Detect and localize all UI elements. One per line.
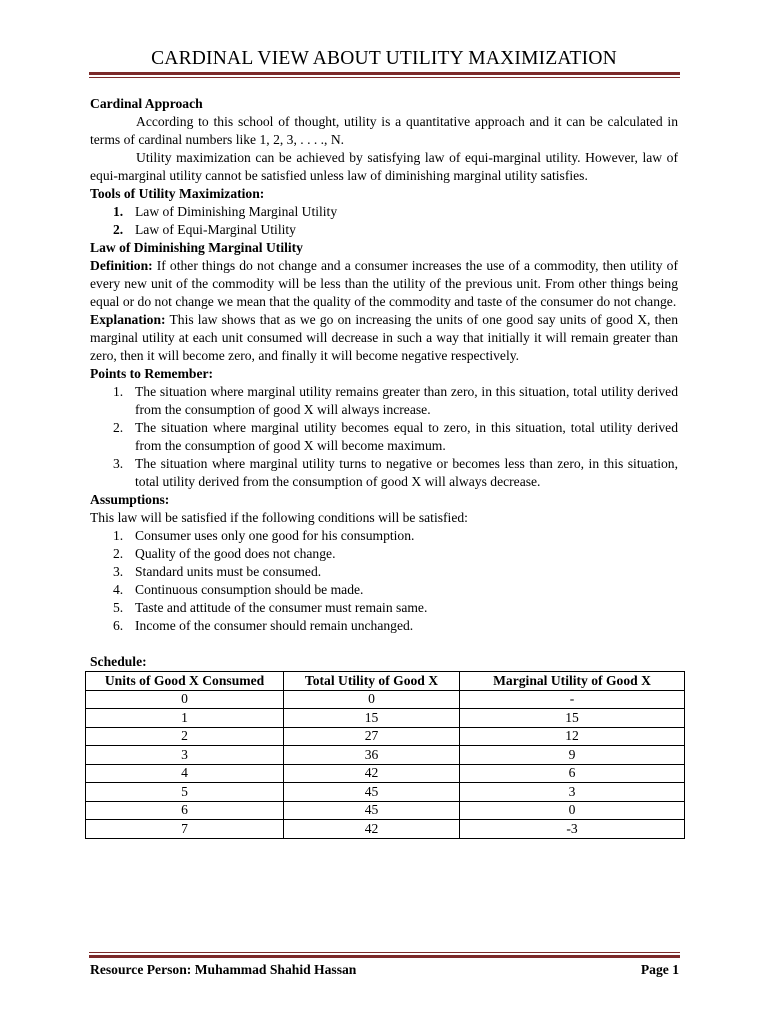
column-header: Total Utility of Good X: [284, 672, 460, 691]
footer-rule-thin: [89, 952, 680, 953]
points-list: [90, 383, 678, 491]
list-number: 1.: [113, 384, 124, 399]
schedule-heading: Schedule:: [90, 654, 147, 669]
table-cell: 15: [284, 709, 460, 728]
table-cell: 0: [460, 801, 685, 820]
table-cell: 5: [86, 783, 284, 802]
column-header: Marginal Utility of Good X: [460, 672, 685, 691]
list-item: [90, 383, 678, 419]
list-text: Law of Equi-Marginal Utility: [135, 222, 296, 237]
list-item: [90, 203, 678, 221]
table-row: [86, 690, 685, 709]
page-number: Page 1: [640, 962, 679, 977]
assumptions-list: [90, 527, 678, 635]
tools-list: [90, 203, 678, 239]
list-text: Quality of the good does not change.: [135, 546, 336, 561]
assumptions-intro: This law will be satisfied if the following conditions will be satisfied:: [90, 510, 468, 525]
table-cell: 12: [460, 727, 685, 746]
list-item: [90, 527, 678, 545]
list-item: [90, 455, 678, 491]
document-body: [90, 95, 678, 839]
list-item: [90, 617, 678, 635]
table-cell: 3: [460, 783, 685, 802]
list-number: 6.: [113, 618, 124, 633]
table-cell: 42: [284, 764, 460, 783]
list-item: [90, 581, 678, 599]
cardinal-approach-heading: Cardinal Approach: [90, 96, 203, 111]
list-text: Income of the consumer should remain unchanged.: [135, 618, 414, 633]
table-header-row: [86, 672, 685, 691]
table-row: [86, 783, 685, 802]
table-cell: -3: [460, 820, 685, 839]
table-row: [86, 746, 685, 765]
definition-label: Definition:: [90, 258, 153, 273]
list-number: 3.: [113, 456, 124, 471]
list-number: 2.: [113, 222, 124, 237]
list-text: The situation where marginal utility turns to negative or becomes less than zero, in this situation, total utility derived from the consumption of good X will always decrease.: [135, 456, 678, 489]
cardinal-paragraph-2: Utility maximization can be achieved by satisfying law of equi-marginal utility. However, law of equi-marginal utility cannot be satisfied unless law of diminishing marginal utility satisfies.: [90, 150, 678, 183]
list-number: 1.: [113, 528, 124, 543]
table-cell: -: [460, 690, 685, 709]
table-cell: 0: [284, 690, 460, 709]
column-header: Units of Good X Consumed: [86, 672, 284, 691]
list-text: Consumer uses only one good for his consumption.: [135, 528, 415, 543]
table-row: [86, 764, 685, 783]
list-number: 4.: [113, 582, 124, 597]
table-cell: 6: [86, 801, 284, 820]
list-text: The situation where marginal utility remains greater than zero, in this situation, total utility derived from the consumption of good X will always increase.: [135, 384, 678, 417]
table-row: [86, 820, 685, 839]
table-row: [86, 801, 685, 820]
header-rule-thick: [89, 72, 680, 75]
table-cell: 3: [86, 746, 284, 765]
explanation-label: Explanation:: [90, 312, 166, 327]
table-cell: 45: [284, 801, 460, 820]
list-number: 1.: [113, 204, 124, 219]
header-rule-thin: [89, 77, 680, 78]
list-number: 3.: [113, 564, 124, 579]
table-cell: 6: [460, 764, 685, 783]
table-row: [86, 709, 685, 728]
list-number: 2.: [113, 420, 124, 435]
law-heading: Law of Diminishing Marginal Utility: [90, 240, 303, 255]
explanation-text: This law shows that as we go on increasing the units of one good say units of good X, then marginal utility at each unit consumed will decrease in such a way that initially it will remain greater than zero, then it will become zero, and finally it will become negative respectively.: [90, 312, 678, 363]
list-item: [90, 563, 678, 581]
section-spacer: [90, 635, 678, 653]
list-text: Continuous consumption should be made.: [135, 582, 364, 597]
list-text: Law of Diminishing Marginal Utility: [135, 204, 338, 219]
list-number: 2.: [113, 546, 124, 561]
explanation-paragraph: [90, 311, 678, 365]
footer-rule-thick: [89, 955, 680, 958]
list-text: Taste and attitude of the consumer must remain same.: [135, 600, 428, 615]
table-cell: 1: [86, 709, 284, 728]
table-cell: 36: [284, 746, 460, 765]
list-number: 5.: [113, 600, 124, 615]
table-row: [86, 727, 685, 746]
list-item: [90, 599, 678, 617]
cardinal-paragraph-1: According to this school of thought, utility is a quantitative approach and it can be calculated in terms of cardinal numbers like 1, 2, 3, . . . ., N.: [90, 114, 678, 147]
definition-text: If other things do not change and a consumer increases the use of a commodity, then utility of every new unit of the commodity will be less than the utility of the previous unit. From other things being equal or do not change we mean that the quality of the commodity and taste of the consumer do not change.: [90, 258, 678, 309]
resource-person: Resource Person: Muhammad Shahid Hassan: [90, 962, 357, 977]
page-title: CARDINAL VIEW ABOUT UTILITY MAXIMIZATION: [151, 48, 617, 69]
table-cell: 45: [284, 783, 460, 802]
assumptions-heading: Assumptions:: [90, 492, 170, 507]
table-cell: 9: [460, 746, 685, 765]
table-cell: 7: [86, 820, 284, 839]
list-item: [90, 545, 678, 563]
list-text: Standard units must be consumed.: [135, 564, 322, 579]
tools-heading: Tools of Utility Maximization:: [90, 186, 265, 201]
table-cell: 2: [86, 727, 284, 746]
utility-schedule-table: [85, 671, 685, 839]
table-cell: 27: [284, 727, 460, 746]
table-cell: 4: [86, 764, 284, 783]
definition-paragraph: [90, 257, 678, 311]
table-cell: 42: [284, 820, 460, 839]
points-heading: Points to Remember:: [90, 366, 214, 381]
table-cell: 15: [460, 709, 685, 728]
list-text: The situation where marginal utility becomes equal to zero, in this situation, total utility derived from the consumption of good X will become maximum.: [135, 420, 678, 453]
list-item: [90, 221, 678, 239]
list-item: [90, 419, 678, 455]
table-cell: 0: [86, 690, 284, 709]
